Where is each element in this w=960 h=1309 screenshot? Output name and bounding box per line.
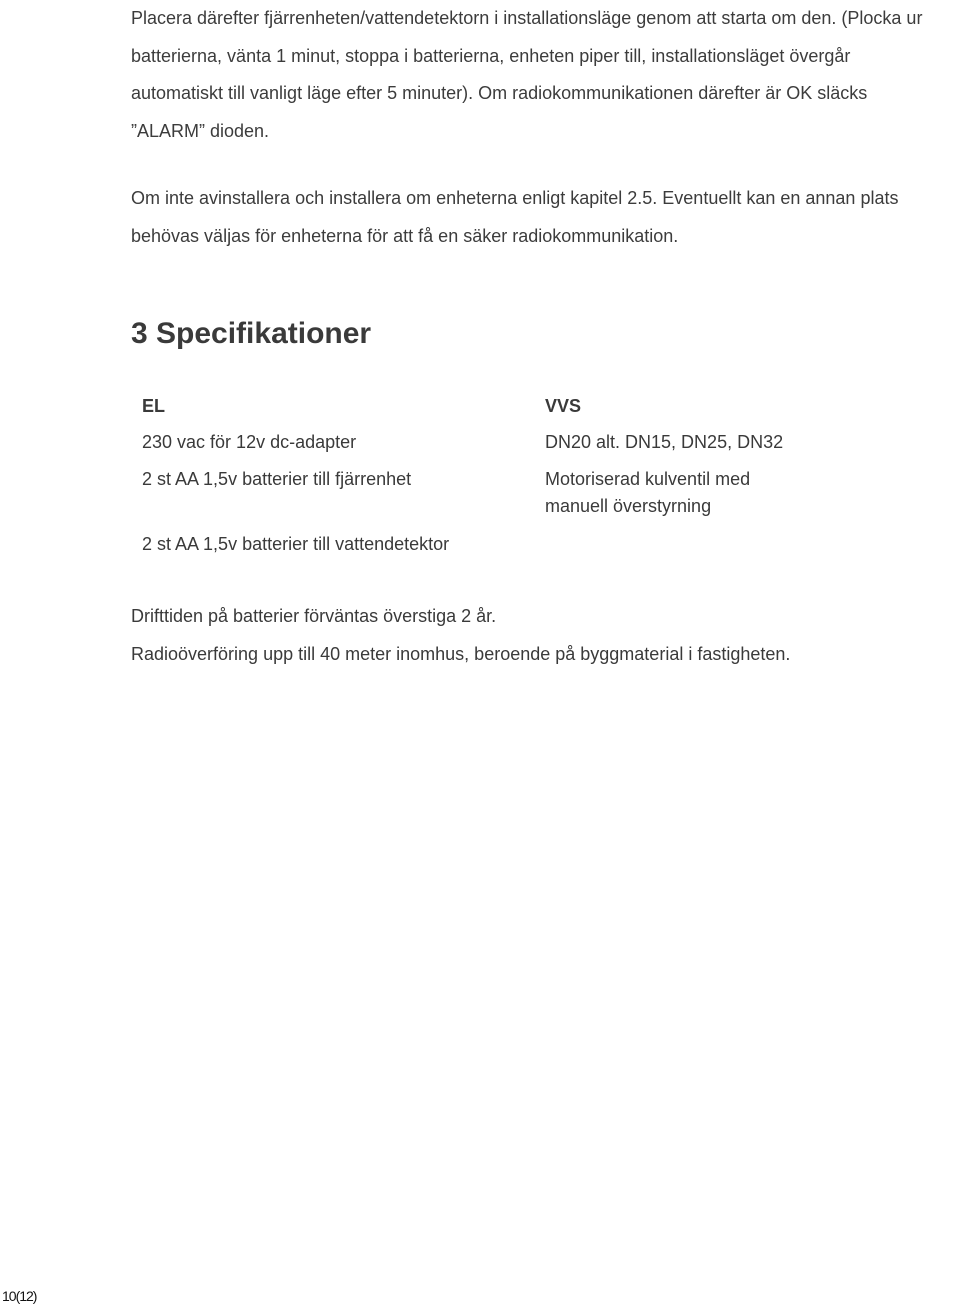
el-column-heading: EL [142, 396, 166, 416]
battery-note: Drifttiden på batterier förväntas överstiga 2 år. [131, 606, 497, 626]
intro-paragraph-2: Om inte avinstallera och installera om enheterna enligt kapitel 2.5. Eventuellt kan en annan plats behövas väljas för enheterna för att få en säker radiokommunikation. [131, 188, 899, 246]
vvs-spec-item: DN20 alt. DN15, DN25, DN32 [545, 432, 784, 452]
intro-paragraph-1: Placera därefter fjärrenheten/vattendetektorn i installationsläge genom att starta om den. (Plocka ur batterierna, vänta 1 minut, stoppa i batterierna, enheten piper till, installationsläget övergår automatiskt till vanligt läge efter 5 minuter). Om radiokommunikationen därefter är OK släcks ”ALARM” dioden. [131, 8, 923, 141]
radio-range-note: Radioöverföring upp till 40 meter inomhus, beroende på byggmaterial i fastigheten. [131, 644, 791, 664]
el-spec-item: 2 st AA 1,5v batterier till vattendetektor [142, 534, 450, 554]
el-spec-item: 2 st AA 1,5v batterier till fjärrenhet [142, 469, 412, 489]
el-spec-item: 230 vac för 12v dc-adapter [142, 432, 357, 452]
vvs-column-heading: VVS [545, 396, 582, 416]
page-number: 10(12) [2, 1288, 37, 1304]
section-title: 3 Specifikationer [131, 317, 372, 350]
vvs-spec-item: Motoriserad kulventil med manuell överstyrning [545, 469, 751, 516]
